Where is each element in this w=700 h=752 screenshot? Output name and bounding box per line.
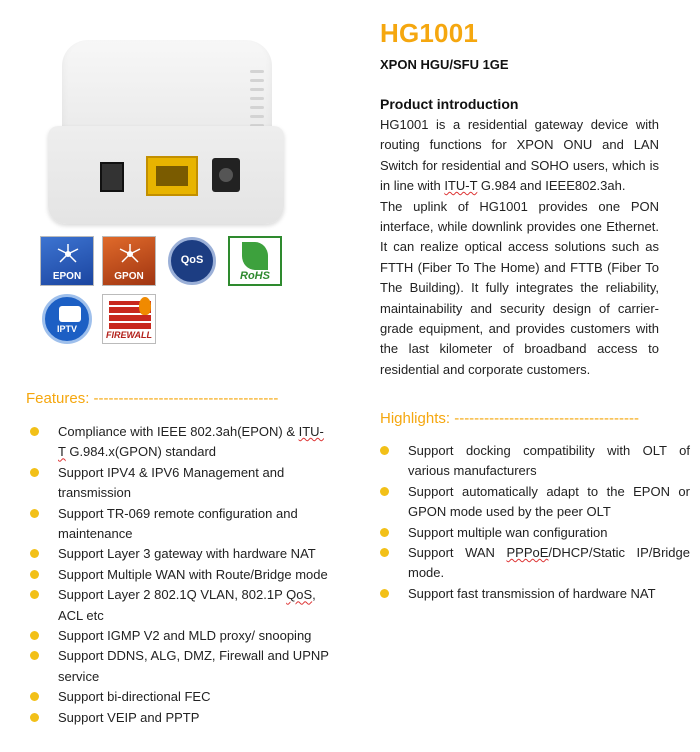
power-port-icon xyxy=(212,158,240,192)
iptv-label: IPTV xyxy=(56,324,77,334)
highlights-list xyxy=(380,441,690,604)
list-item: Support multiple wan configuration xyxy=(380,523,690,543)
introduction-paragraph-2: The uplink of HG1001 provides one PON interface, while downlink provides one Ethernet. It can realize optical access solutions such as FTTH (Fiber To The Home) and FTTB (Fiber To The Building). It fully integrates the reliability, maintainability and security design of carrier-grade equipment, and provides customers with the last kilometer of broadband access to residential and corporate customers. xyxy=(380,198,659,377)
feature-icons xyxy=(40,236,300,346)
features-heading: Features: ------------------------------------- xyxy=(26,390,279,407)
list-item: Support Multiple WAN with Route/Bridge mode xyxy=(30,565,330,585)
list-item: Support bi-directional FEC xyxy=(30,687,330,707)
list-item: Support DDNS, ALG, DMZ, Firewall and UPNP service xyxy=(30,646,330,687)
qos-label: QoS xyxy=(180,254,204,266)
list-item: Support Layer 2 802.1Q VLAN, 802.1P QoS, ACL etc xyxy=(30,585,330,626)
highlights-heading: Highlights: ------------------------------------- xyxy=(380,410,640,427)
pon-port-icon xyxy=(100,162,124,192)
epon-icon xyxy=(40,236,94,286)
list-item: Support automatically adapt to the EPON or GPON mode used by the peer OLT xyxy=(380,482,690,523)
product-image xyxy=(40,30,290,220)
gpon-icon xyxy=(102,236,156,286)
list-item: Support Layer 3 gateway with hardware NAT xyxy=(30,544,330,564)
gpon-label: GPON xyxy=(114,271,144,282)
list-item: Compliance with IEEE 802.3ah(EPON) & ITU-T G.984.x(GPON) standard xyxy=(30,422,330,463)
lan-port-icon xyxy=(146,156,198,196)
epon-label: EPON xyxy=(52,271,82,282)
list-item: Support VEIP and PPTP xyxy=(30,708,330,728)
list-item: Support IPV4 & IPV6 Management and transmission xyxy=(30,463,330,504)
rohs-icon xyxy=(228,236,282,286)
router-front-panel xyxy=(48,126,284,224)
iptv-icon xyxy=(40,294,94,344)
introduction-heading: Product introduction xyxy=(380,96,519,112)
product-subtitle: XPON HGU/SFU 1GE xyxy=(380,57,509,72)
list-item: Support WAN PPPoE/DHCP/Static IP/Bridge mode. xyxy=(380,543,690,584)
introduction-text xyxy=(380,115,659,380)
list-item: Support TR-069 remote configuration and maintenance xyxy=(30,504,330,545)
firewall-icon xyxy=(102,294,156,344)
qos-icon xyxy=(165,236,219,286)
features-list xyxy=(30,422,330,728)
list-item: Support IGMP V2 and MLD proxy/ snooping xyxy=(30,626,330,646)
rohs-label: RoHS xyxy=(240,270,270,282)
firewall-label: FIREWALL xyxy=(106,330,152,340)
list-item: Support docking compatibility with OLT of various manufacturers xyxy=(380,441,690,482)
list-item: Support fast transmission of hardware NAT xyxy=(380,584,690,604)
introduction-paragraph-1: HG1001 is a residential gateway device with routing functions for XPON ONU and LAN Switch for residential and SOHO users, which is in line with ITU-T G.984 and IEEE802.3ah. xyxy=(380,117,659,194)
product-model-title: HG1001 xyxy=(380,18,479,48)
